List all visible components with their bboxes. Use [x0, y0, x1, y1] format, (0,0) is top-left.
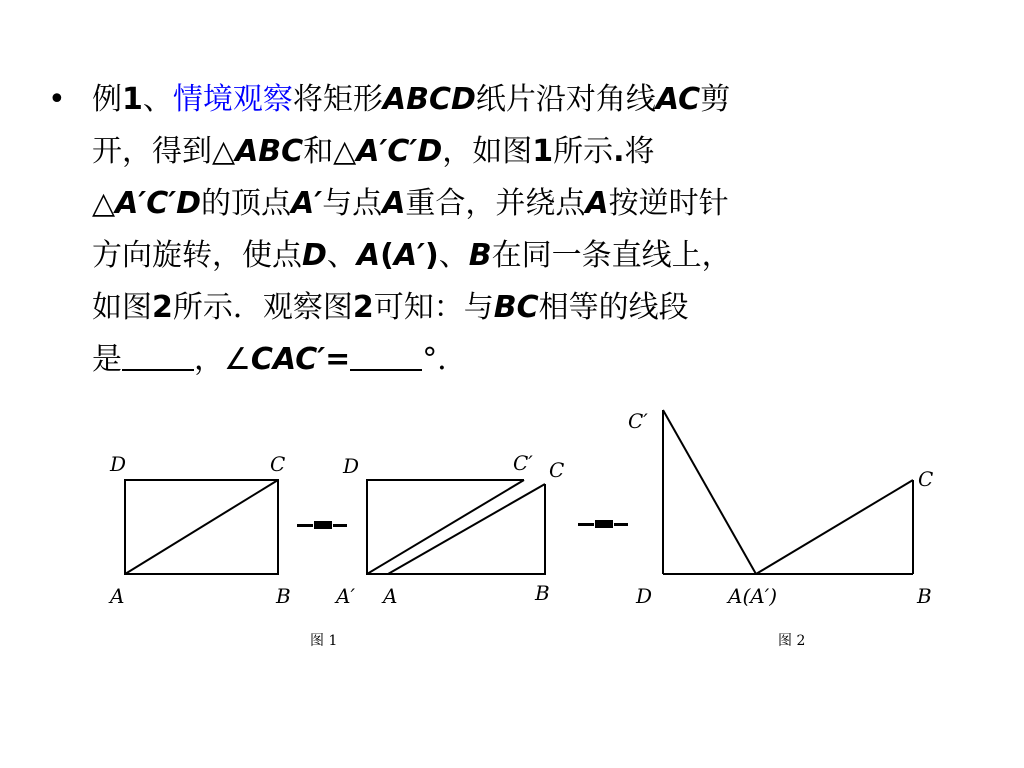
paren: ( [380, 238, 394, 273]
figure1-right [367, 480, 545, 574]
figure-number: 2 [352, 290, 374, 325]
figure2-caption: 图 2 [778, 633, 806, 649]
text-run: 剪 [700, 82, 731, 117]
example-label: 例 [92, 82, 122, 117]
text-run: 的顶点 [201, 186, 292, 221]
label-C: C [270, 452, 286, 476]
figure1-left [125, 480, 278, 574]
figure-number: 1 [532, 134, 554, 169]
label-D: D [636, 584, 653, 608]
text-run: ，如图 [442, 134, 533, 169]
text-run: 如图 [92, 290, 152, 325]
math-abc: ABC [235, 134, 304, 169]
text-run: 将矩形 [292, 82, 383, 117]
label-B: B [917, 584, 932, 608]
text-run: °． [422, 342, 468, 377]
label-A: A [110, 584, 125, 608]
period: . [613, 134, 625, 169]
label-C-prime: C′ [513, 451, 533, 475]
text-run: 与点 [322, 186, 383, 221]
math-a: A [356, 238, 381, 273]
separator: 、 [438, 238, 469, 273]
edge-a-prime-c-prime [367, 480, 524, 574]
text-run: 重合，并绕点 [405, 186, 586, 221]
paren: ) [424, 238, 439, 273]
label-A: A [383, 584, 398, 608]
math-abcd: ABCD [382, 82, 476, 117]
math-d: D [302, 238, 327, 273]
label-A-A-prime: A(A′) [728, 584, 778, 608]
figure2 [663, 410, 913, 574]
figure-number: 2 [152, 290, 173, 325]
math-a-prime: A′ [291, 186, 323, 221]
label-C-prime: C′ [628, 409, 648, 433]
text-run: 方向旋转，使点 [92, 238, 302, 273]
figure1-caption: 图 1 [310, 633, 338, 649]
text-run: 可知：与 [373, 290, 494, 325]
label-A-prime: A′ [336, 584, 355, 608]
label-D: D [110, 452, 127, 476]
math-cac-prime: CAC′ [250, 342, 326, 377]
separator: 、 [326, 238, 357, 273]
text-run: 和△ [303, 134, 357, 169]
text-run: 是 [92, 342, 122, 377]
math-acd: A′C′D [356, 134, 443, 169]
edge-ac [388, 484, 545, 574]
text-run: 在同一条直线上， [491, 238, 732, 273]
cut-rectangle [367, 480, 545, 574]
text-run: 按逆时针 [608, 186, 729, 221]
math-a: A [585, 186, 609, 221]
math-bc: BC [493, 290, 539, 325]
math-a: A [382, 186, 406, 221]
text-run: 所示．观察图 [172, 290, 353, 325]
label-C: C [918, 467, 934, 491]
text-run: 开，得到△ [92, 134, 236, 169]
text-run: 纸片沿对角线 [475, 82, 656, 117]
math-a-prime: A′ [393, 238, 425, 273]
edge-ac [756, 480, 913, 574]
math-acd: A′C′D [115, 186, 202, 221]
separator: 、 [142, 82, 173, 117]
arrow-1 [297, 521, 347, 529]
label-B: B [276, 584, 291, 608]
triangle-symbol: △ [92, 186, 116, 221]
section-highlight: 情境观察 [172, 82, 293, 117]
text-run: ，∠ [194, 342, 251, 377]
arrow-2 [578, 520, 628, 528]
label-B: B [535, 581, 550, 605]
label-C: C [549, 458, 565, 482]
diagonal-ac [125, 480, 278, 574]
text-run: 相等的线段 [538, 290, 689, 325]
text-run: 所示 [553, 134, 614, 169]
edge-c-prime-a [663, 410, 756, 574]
equals-sign: = [325, 342, 351, 377]
example-number: 1 [122, 82, 143, 117]
math-ac: AC [655, 82, 701, 117]
math-b: B [468, 238, 492, 273]
label-D: D [343, 454, 360, 478]
text-run: 将 [624, 134, 655, 169]
bullet: • [48, 82, 66, 117]
